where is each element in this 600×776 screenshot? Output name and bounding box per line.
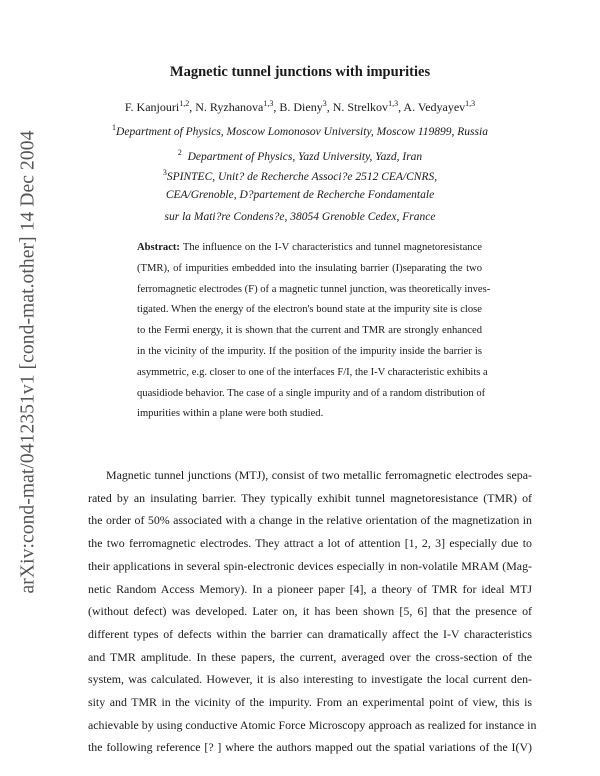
abstract-line: asymmetric, e.g. closer to one of the interfaces F/I, the I-V characteristic exhibits a <box>137 366 488 378</box>
affiliation-1: $^1$Department of Physics, Moscow Lomonosov University, Moscow 119899, Russia <box>112 123 488 138</box>
affiliation-3-line-3: sur la Mati?re Condens?e, 38054 Grenoble Cedex, France <box>164 211 436 223</box>
abstract-line: Abstract: The influence on the I-V characteristics and tunnel magnetoresistance <box>137 242 482 253</box>
body-line: and TMR amplitude. In these papers, the current, averaged over the cross-section of the <box>88 649 532 664</box>
abstract-line: tigated. When the energy of the electron's bound state at the impurity site is close <box>137 304 482 316</box>
affiliation-3-line-2: CEA/Grenoble, D?partement de Recherche Fondamentale <box>165 189 435 201</box>
affiliation-2: $^2$ Department of Physics, Yazd University, Yazd, Iran <box>177 148 423 163</box>
body-line: their applications in several spin-electronic devices especially in non-volatile MRAM (Mag- <box>88 558 532 573</box>
body-line: netic Random Access Memory). In a pioneer paper [4], a theory of TMR for ideal MTJ <box>88 581 532 596</box>
body-line: Magnetic tunnel junctions (MTJ), consist of two metallic ferromagnetic electrodes sepa- <box>106 468 532 482</box>
body-line: the two ferromagnetic electrodes. They attract a lot of attention [1, 2, 3] especially due to <box>88 536 532 551</box>
body-line: achievable by using conductive Atomic Force Microscopy approach as realized for instance in <box>88 717 537 732</box>
body-paragraph <box>88 464 537 759</box>
abstract-line: quasidiode behavior. The case of a single impurity and of a random distribution of <box>137 387 486 399</box>
body-line: (without defect) was developed. Later on, it has been shown [5, 6] that the presence of <box>88 604 532 619</box>
author: A. Vedyayev$^{1,3}$ <box>403 99 476 114</box>
paper-title: Magnetic tunnel junctions with impurities <box>169 64 431 80</box>
body-line: the following reference [? ] where the authors mapped out the spatial variations of the I(V) <box>88 740 532 755</box>
author-list: F. Kanjouri$^{1,2}$, N. Ryzhanova$^{1,3}$, B. Dieny$^3$, N. Strelkov$^{1,3}$, A. Vedyayev$^{1,3}$ <box>124 99 476 114</box>
body-line: the order of 50% associated with a change in the relative orientation of the magnetization in <box>88 513 532 528</box>
body-line: different types of defects within the barrier can dramatically affect the I-V characteristics <box>88 626 532 641</box>
abstract-line: in the vicinity of the impurity. If the position of the impurity inside the barrier is <box>137 345 482 357</box>
body-line: sity and TMR in the vicinity of the impurity. From an experimental point of view, this is <box>88 695 532 710</box>
body-line: rated by an insulating barrier. They typically exhibit tunnel magnetoresistance (TMR) of <box>88 490 532 505</box>
abstract-line: impurities within a plane were both studied. <box>137 408 324 420</box>
abstract-line: (TMR), of impurities embedded into the insulating barrier (I)separating the two <box>137 262 482 274</box>
author: N. Ryzhanova$^{1,3}$ <box>195 99 274 114</box>
abstract <box>137 238 491 425</box>
author: B. Dieny$^3$ <box>279 99 327 114</box>
affiliation-3: $^3$SPINTEC, Unit? de Recherche Associ?e 2512 CEA/CNRS, <box>162 168 438 183</box>
body-line: system, was calculated. However, it is also interesting to investigate the local current den- <box>88 672 532 687</box>
abstract-line: ferromagnetic electrodes (F) of a magnetic tunnel junction, was theoretically inves- <box>137 283 491 295</box>
author: F. Kanjouri$^{1,2}$ <box>124 99 190 114</box>
abstract-line: to the Fermi energy, it is shown that the current and TMR are strongly enhanced <box>137 325 482 337</box>
abstract-label: Abstract: <box>137 242 180 253</box>
arxiv-identifier: arXiv:cond-mat/0412351v1 [cond-mat.other] 14 Dec 2004 <box>17 130 39 594</box>
author: N. Strelkov$^{1,3}$ <box>332 99 399 114</box>
